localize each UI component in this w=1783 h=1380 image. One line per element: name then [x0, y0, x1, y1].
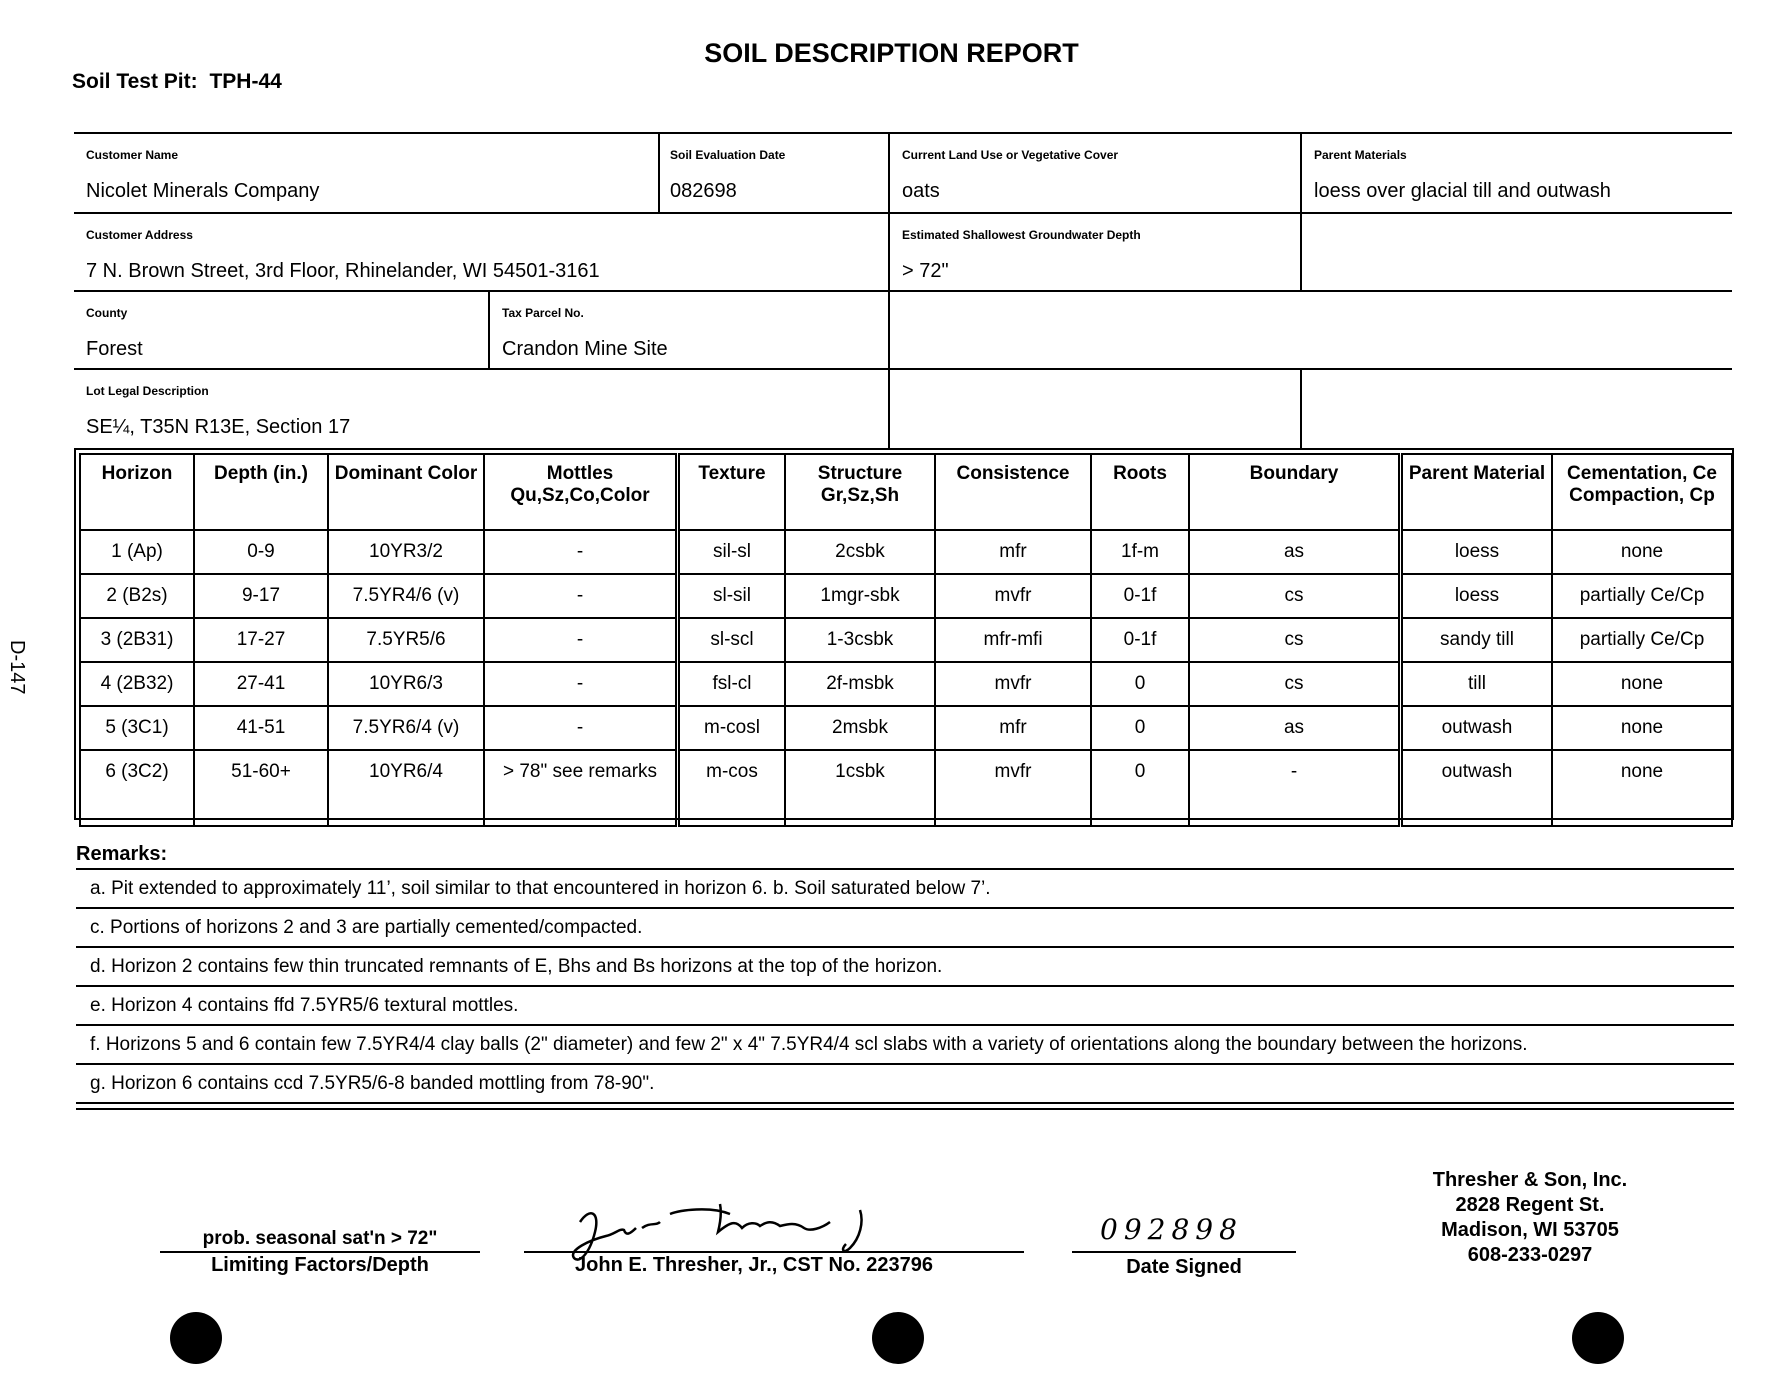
land-use-cell: [890, 134, 1302, 214]
table-header-row: [80, 454, 676, 530]
remark-item: d. Horizon 2 contains few thin truncated remnants of E, Bhs and Bs horizons at the top of the horizon.: [90, 956, 943, 977]
pit-value: TPH-44: [209, 70, 282, 93]
county-cell: [74, 292, 490, 370]
limiting-line: [160, 1251, 480, 1253]
customer-name-value: Nicolet Minerals Company: [86, 180, 320, 202]
cell-cementation: none: [1552, 750, 1732, 826]
cell-depth: 41-51: [194, 706, 328, 750]
county-value: Forest: [86, 338, 143, 360]
legal-value: SE¼, T35N R13E, Section 17: [86, 416, 351, 438]
side-code: D-147: [6, 640, 28, 695]
table-row: [80, 530, 676, 574]
cell-roots: 1f-m: [1091, 530, 1189, 574]
cell-roots: 0: [1091, 662, 1189, 706]
table-row: [1402, 750, 1732, 826]
pit-label: Soil Test Pit:: [72, 70, 198, 93]
cell-boundary: as: [1189, 530, 1399, 574]
table-row: [679, 662, 1399, 706]
date-signed-label: Date Signed: [1126, 1256, 1242, 1278]
cell-texture: fsl-cl: [679, 662, 785, 706]
groundwater-value: > 72": [902, 260, 949, 282]
report-title: SOIL DESCRIPTION REPORT: [704, 38, 1079, 68]
cell-depth: 27-41: [194, 662, 328, 706]
cell-color: 7.5YR6/4 (v): [328, 706, 484, 750]
cell-mottles: -: [484, 706, 676, 750]
cell-parent: sandy till: [1402, 618, 1552, 662]
company-city: Madison, WI 53705: [1441, 1219, 1619, 1241]
date-signed-value: 092898: [1100, 1213, 1243, 1246]
col-color: Dominant Color: [328, 454, 484, 530]
cell-consistence: mvfr: [935, 574, 1091, 618]
cell-color: 10YR6/3: [328, 662, 484, 706]
cell-color: 7.5YR5/6: [328, 618, 484, 662]
company-phone: 608-233-0297: [1467, 1244, 1593, 1266]
remark-rule: [76, 1024, 1734, 1026]
parent-materials-value: loess over glacial till and outwash: [1314, 180, 1611, 202]
cell-cementation: partially Ce/Cp: [1552, 618, 1732, 662]
cell-boundary: cs: [1189, 574, 1399, 618]
remark-rule: [76, 1108, 1734, 1110]
remark-item: f. Horizons 5 and 6 contain few 7.5YR4/4 clay balls (2" diameter) and few 2" x 4" 7.5YR4/4 scl slabs with a variety of orientations along the boundary between the horizons.: [90, 1034, 1528, 1055]
address-value: 7 N. Brown Street, 3rd Floor, Rhinelander, WI 54501-3161: [86, 260, 600, 282]
cell-color: 10YR3/2: [328, 530, 484, 574]
table-row: [679, 750, 1399, 826]
eval-date-value: 082698: [670, 180, 737, 202]
table-row: [1402, 618, 1732, 662]
cell-mottles: -: [484, 618, 676, 662]
remark-item: e. Horizon 4 contains ffd 7.5YR5/6 textural mottles.: [90, 995, 519, 1016]
address-label: Customer Address: [86, 228, 193, 242]
cell-structure: 2csbk: [785, 530, 935, 574]
col-parent-material: Parent Material: [1402, 454, 1552, 530]
remark-item: a. Pit extended to approximately 11’, soil similar to that encountered in horizon 6. b. Soil saturated below 7’.: [90, 878, 991, 899]
groundwater-label: Estimated Shallowest Groundwater Depth: [902, 228, 1141, 242]
cell-cementation: partially Ce/Cp: [1552, 574, 1732, 618]
cell-depth: 51-60+: [194, 750, 328, 826]
cell-boundary: cs: [1189, 618, 1399, 662]
cell-texture: m-cos: [679, 750, 785, 826]
eval-date-label: Soil Evaluation Date: [670, 148, 786, 162]
cell-horizon: 4 (2B32): [80, 662, 194, 706]
remark-rule: [76, 946, 1734, 948]
soil-test-pit: [72, 70, 288, 94]
parent-materials-label: Parent Materials: [1314, 148, 1407, 162]
cell-structure: 1-3csbk: [785, 618, 935, 662]
signature-line: [524, 1251, 1024, 1253]
limiting-factors-value: prob. seasonal sat'n > 72": [202, 1228, 438, 1249]
cell-structure: 2f-msbk: [785, 662, 935, 706]
cell-parent: outwash: [1402, 750, 1552, 826]
table-header-row: [1402, 454, 1732, 530]
remark-rule: [76, 868, 1734, 870]
cell-structure: 1csbk: [785, 750, 935, 826]
remarks-label: Remarks:: [76, 843, 168, 865]
land-use-label: Current Land Use or Vegetative Cover: [902, 148, 1119, 162]
remark-item: g. Horizon 6 contains ccd 7.5YR5/6-8 banded mottling from 78-90".: [90, 1073, 655, 1094]
cell-horizon: 2 (B2s): [80, 574, 194, 618]
cell-texture: m-cosl: [679, 706, 785, 750]
cell-parent: outwash: [1402, 706, 1552, 750]
eval-date-cell: [660, 134, 890, 214]
cell-cementation: none: [1552, 662, 1732, 706]
parent-materials-cell: [1302, 134, 1732, 214]
remark-rule: [76, 907, 1734, 909]
cell-boundary: as: [1189, 706, 1399, 750]
cell-consistence: mfr: [935, 706, 1091, 750]
col-structure: Structure Gr,Sz,Sh: [785, 454, 935, 530]
header-info-grid: [74, 132, 1732, 448]
col-cementation: Cementation, Ce Compaction, Cp: [1552, 454, 1732, 530]
cell-consistence: mvfr: [935, 750, 1091, 826]
col-horizon: Horizon: [80, 454, 194, 530]
table-row: [1402, 530, 1732, 574]
groundwater-cell: [890, 214, 1302, 292]
remark-rule: [76, 985, 1734, 987]
tax-parcel-value: Crandon Mine Site: [502, 338, 668, 360]
address-cell: [74, 214, 890, 292]
cell-parent: till: [1402, 662, 1552, 706]
cell-boundary: cs: [1189, 662, 1399, 706]
table-row: [1402, 574, 1732, 618]
land-use-value: oats: [902, 180, 940, 202]
cell-mottles: -: [484, 662, 676, 706]
cell-depth: 0-9: [194, 530, 328, 574]
cell-mottles: > 78" see remarks: [484, 750, 676, 826]
cell-horizon: 1 (Ap): [80, 530, 194, 574]
legal-cell: [74, 370, 890, 448]
cell-mottles: -: [484, 530, 676, 574]
horizon-table: [74, 448, 1734, 820]
col-depth: Depth (in.): [194, 454, 328, 530]
date-line: [1072, 1251, 1296, 1253]
cell-structure: 1mgr-sbk: [785, 574, 935, 618]
table-row: [679, 530, 1399, 574]
company-name: Thresher & Son, Inc.: [1432, 1169, 1628, 1191]
table-row: [679, 618, 1399, 662]
cell-texture: sl-scl: [679, 618, 785, 662]
tax-parcel-label: Tax Parcel No.: [502, 306, 584, 320]
cell-roots: 0-1f: [1091, 618, 1189, 662]
empty-cell: [1302, 214, 1732, 292]
empty-cell: [890, 370, 1302, 448]
col-consistence: Consistence: [935, 454, 1091, 530]
punch-hole: [170, 1312, 222, 1364]
cell-horizon: 6 (3C2): [80, 750, 194, 826]
signer-label: John E. Thresher, Jr., CST No. 223796: [575, 1254, 933, 1276]
company-street: 2828 Regent St.: [1455, 1194, 1605, 1216]
punch-hole: [1572, 1312, 1624, 1364]
remark-item: c. Portions of horizons 2 and 3 are partially cemented/compacted.: [90, 917, 643, 938]
col-roots: Roots: [1091, 454, 1189, 530]
col-texture: Texture: [679, 454, 785, 530]
cell-roots: 0: [1091, 750, 1189, 826]
county-label: County: [86, 306, 128, 320]
cell-roots: 0-1f: [1091, 574, 1189, 618]
cell-depth: 9-17: [194, 574, 328, 618]
cell-texture: sil-sl: [679, 530, 785, 574]
table-row: [80, 706, 676, 750]
tax-parcel-cell: [490, 292, 890, 370]
company-block: [1380, 1168, 1680, 1268]
table-row: [679, 706, 1399, 750]
cell-parent: loess: [1402, 574, 1552, 618]
horizon-table-group-3: [1401, 453, 1733, 827]
horizon-table-group-1: [79, 453, 677, 827]
table-row: [80, 574, 676, 618]
table-header-row: [679, 454, 1399, 530]
cell-horizon: 3 (2B31): [80, 618, 194, 662]
cell-color: 10YR6/4: [328, 750, 484, 826]
remark-rule: [76, 1102, 1734, 1104]
cell-depth: 17-27: [194, 618, 328, 662]
punch-hole: [872, 1312, 924, 1364]
customer-name-label: Customer Name: [86, 148, 179, 162]
empty-cell: [890, 292, 1732, 370]
cell-roots: 0: [1091, 706, 1189, 750]
customer-name-cell: [74, 134, 660, 214]
limiting-factors-label: Limiting Factors/Depth: [211, 1254, 429, 1276]
table-row: [1402, 662, 1732, 706]
col-mottles: Mottles Qu,Sz,Co,Color: [484, 454, 676, 530]
remark-rule: [76, 1063, 1734, 1065]
cell-texture: sl-sil: [679, 574, 785, 618]
horizon-table-group-2: [678, 453, 1400, 827]
cell-consistence: mvfr: [935, 662, 1091, 706]
col-boundary: Boundary: [1189, 454, 1399, 530]
cell-consistence: mfr-mfi: [935, 618, 1091, 662]
table-row: [1402, 706, 1732, 750]
cell-consistence: mfr: [935, 530, 1091, 574]
table-row: [80, 662, 676, 706]
cell-color: 7.5YR4/6 (v): [328, 574, 484, 618]
cell-mottles: -: [484, 574, 676, 618]
cell-structure: 2msbk: [785, 706, 935, 750]
cell-boundary: -: [1189, 750, 1399, 826]
legal-label: Lot Legal Description: [86, 384, 209, 398]
cell-parent: loess: [1402, 530, 1552, 574]
table-row: [679, 574, 1399, 618]
table-row: [80, 750, 676, 826]
table-row: [80, 618, 676, 662]
cell-cementation: none: [1552, 706, 1732, 750]
cell-cementation: none: [1552, 530, 1732, 574]
cell-horizon: 5 (3C1): [80, 706, 194, 750]
